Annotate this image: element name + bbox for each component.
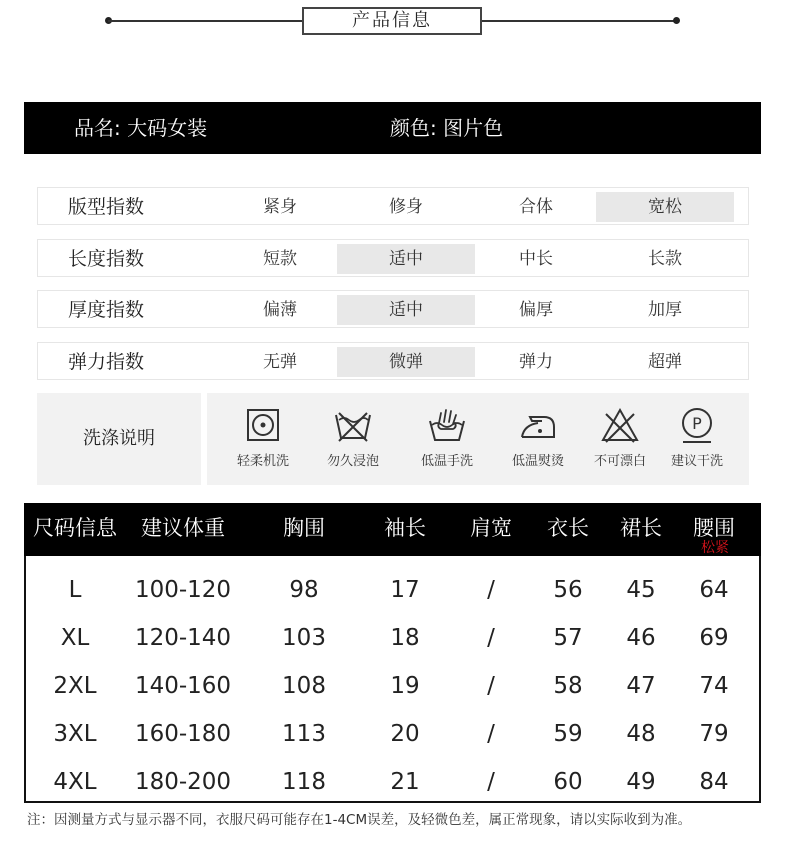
- waist-note: 松紧: [701, 540, 729, 556]
- size-cell: 108: [282, 673, 326, 699]
- no-bleach-icon: [600, 405, 640, 445]
- index-label: 版型指数: [68, 196, 145, 218]
- size-column-header: 建议体重: [141, 516, 225, 540]
- size-cell: /: [487, 769, 495, 795]
- wash-item: [653, 393, 741, 485]
- size-cell: XL: [60, 625, 90, 651]
- size-cell: /: [487, 721, 495, 747]
- wash-item-label: 轻柔机洗: [236, 454, 289, 469]
- size-table-header: [24, 503, 761, 556]
- index-label: 厚度指数: [68, 299, 145, 321]
- low-iron-icon: [518, 405, 558, 445]
- wash-item-label: 建议干洗: [670, 454, 723, 469]
- size-cell: 59: [553, 721, 583, 747]
- size-cell: 46: [626, 625, 656, 651]
- size-cell: 45: [626, 577, 656, 603]
- index-option-selected: 适中: [337, 295, 475, 325]
- size-cell: 69: [699, 625, 729, 651]
- index-option: 超弹: [648, 352, 682, 372]
- header-line-left: [108, 20, 302, 22]
- size-cell: 79: [699, 721, 729, 747]
- header-dot-right: [673, 17, 680, 24]
- size-cell: 84: [699, 769, 729, 795]
- size-cell: 64: [699, 577, 729, 603]
- size-cell: 160-180: [134, 721, 232, 747]
- index-row: [37, 342, 749, 380]
- size-column-header: 胸围: [283, 516, 325, 540]
- no-soak-icon: [333, 405, 373, 445]
- size-cell: 56: [553, 577, 583, 603]
- section-title: 产品信息: [302, 7, 482, 35]
- hand-wash-icon: [427, 405, 467, 445]
- product-color: 颜色: 图片色: [390, 116, 504, 140]
- index-option: 弹力: [519, 352, 553, 372]
- size-cell: 180-200: [134, 769, 232, 795]
- product-name-bar: [24, 102, 761, 154]
- size-cell: /: [487, 673, 495, 699]
- size-column-header: 袖长: [384, 516, 426, 540]
- index-option: 长款: [648, 249, 682, 269]
- size-cell: 48: [626, 721, 656, 747]
- size-cell: 3XL: [53, 721, 97, 747]
- size-cell: 18: [390, 625, 420, 651]
- index-option: 合体: [519, 197, 553, 217]
- size-column-header: 衣长: [547, 516, 589, 540]
- index-option: 无弹: [263, 352, 297, 372]
- size-cell: 20: [390, 721, 420, 747]
- index-option-selected: 适中: [337, 244, 475, 274]
- size-column-header: 裙长: [620, 516, 662, 540]
- index-option: 偏薄: [263, 300, 297, 320]
- wash-item: [309, 393, 397, 485]
- size-cell: 19: [390, 673, 420, 699]
- index-option: 中长: [519, 249, 553, 269]
- wash-instructions: [207, 393, 749, 485]
- index-row: [37, 290, 749, 328]
- size-cell: 4XL: [53, 769, 97, 795]
- index-option: 短款: [263, 249, 297, 269]
- wash-item: [576, 393, 664, 485]
- dry-clean-icon: [677, 405, 717, 445]
- size-column-header: 肩宽: [470, 516, 512, 540]
- wash-item-label: 低温熨烫: [511, 454, 564, 469]
- wash-label: 洗涤说明: [37, 393, 201, 485]
- size-cell: 120-140: [134, 625, 232, 651]
- index-option-selected: 宽松: [596, 192, 734, 222]
- wash-item: [219, 393, 307, 485]
- index-option: 加厚: [648, 300, 682, 320]
- size-cell: 2XL: [53, 673, 97, 699]
- size-cell: 103: [282, 625, 326, 651]
- size-cell: L: [68, 577, 82, 603]
- index-option: 修身: [389, 197, 423, 217]
- footnote: 注：因测量方式与显示器不同，衣服尺码可能存在1-4CM误差，及轻微色差，属正常现象，请以实际收到为准。: [27, 812, 692, 828]
- size-cell: 113: [282, 721, 326, 747]
- size-cell: 21: [390, 769, 420, 795]
- dry-clean-symbol: P: [692, 414, 702, 433]
- wash-item: [494, 393, 582, 485]
- wash-item-label: 勿久浸泡: [326, 454, 379, 469]
- size-column-header: 尺码信息: [33, 516, 117, 540]
- wash-item-label: 低温手洗: [420, 454, 473, 469]
- wash-item: [403, 393, 491, 485]
- size-cell: 74: [699, 673, 729, 699]
- size-cell: 140-160: [134, 673, 232, 699]
- size-cell: /: [487, 625, 495, 651]
- size-cell: /: [487, 577, 495, 603]
- index-label: 弹力指数: [68, 351, 145, 373]
- index-row: [37, 187, 749, 225]
- index-option: 偏厚: [519, 300, 553, 320]
- size-cell: 57: [553, 625, 583, 651]
- size-column-header: 腰围: [693, 516, 735, 540]
- product-name: 品名: 大码女装: [74, 116, 208, 140]
- wash-item-label: 不可漂白: [593, 454, 646, 469]
- size-cell: 60: [553, 769, 583, 795]
- header-line-right: [482, 20, 676, 22]
- index-option-selected: 微弹: [337, 347, 475, 377]
- index-label: 长度指数: [68, 248, 145, 270]
- index-row: [37, 239, 749, 277]
- size-cell: 17: [390, 577, 420, 603]
- size-cell: 98: [289, 577, 319, 603]
- size-cell: 100-120: [134, 577, 232, 603]
- index-option: 紧身: [263, 197, 297, 217]
- size-cell: 47: [626, 673, 656, 699]
- gentle-machine-wash-icon: [243, 405, 283, 445]
- size-cell: 58: [553, 673, 583, 699]
- size-cell: 118: [282, 769, 326, 795]
- size-cell: 49: [626, 769, 656, 795]
